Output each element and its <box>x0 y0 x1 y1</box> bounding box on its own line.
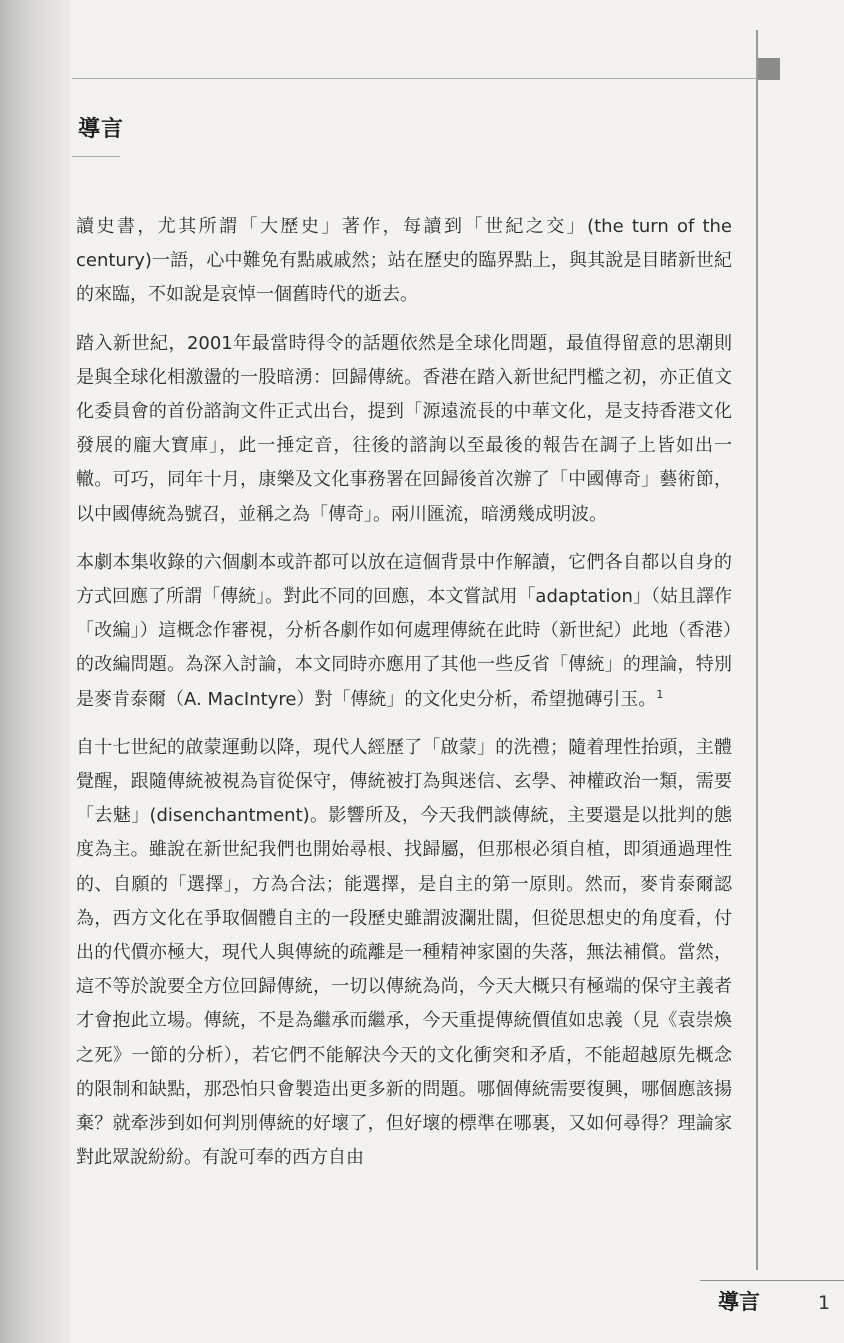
paragraph-3: 本劇本集收錄的六個劇本或許都可以放在這個背景中作解讀，它們各自都以自身的方式回應了所謂「傳統」。對此不同的回應，本文嘗試用「adaptation」（姑且譯作「改編」）這概念作審視，分析各劇作如何處理傳統在此時（新世紀）此地（香港）的改編問題。為深入討論，本文同時亦應用了其他一些反省「傳統」的理論，特別是麥肯泰爾（A. MacIntyre）對「傳統」的文化史分析，希望拋磚引玉。$^1$ <box>76 551 732 710</box>
paragraph-4: 自十七世紀的啟蒙運動以降，現代人經歷了「啟蒙」的洗禮；隨着理性抬頭，主體覺醒，跟隨傳統被視為盲從保守，傳統被打為與迷信、玄學、神權政治一類，需要「去魅」(disenchantment)。影響所及，今天我們談傳統，主要還是以批判的態度為主。雖說在新世紀我們也開始尋根、找歸屬，但那根必須自植，即須通過理性的、自願的「選擇」，方為合法；能選擇，是自主的第一原則。然而，麥肯泰爾認為，西方文化在爭取個體自主的一段歷史雖謂波瀾壯闊，但從思想史的角度看，付出的代價亦極大，現代人與傳統的疏離是一種精神家園的失落，無法補償。當然，這不等於說要全方位回歸傳統，一切以傳統為尚，今天大概只有極端的保守主義者才會抱此立場。傳統，不是為繼承而繼承，今天重提傳統價值如忠義（見《袁崇煥之死》一節的分析），若它們不能解決今天的文化衝突和矛盾，不能超越原先概念的限制和缺點，那恐怕只會製造出更多新的問題。哪個傳統需要復興，哪個應該揚棄？就牽涉到如何判別傳統的好壞了，但好壞的標準在哪裏，又如何尋得？理論家對此眾說紛紛。有說可奉的西方自由 <box>76 736 732 1169</box>
chapter-tab-marker <box>758 58 780 80</box>
margin-line <box>756 30 758 1270</box>
page-title: 導言 <box>78 117 125 142</box>
footer-rule <box>700 1280 844 1281</box>
body-text <box>76 210 732 1189</box>
paragraph-2: 踏入新世紀，2001年最當時得令的話題依然是全球化問題，最值得留意的思潮則是與全球化相激盪的一股暗湧：回歸傳統。香港在踏入新世紀門檻之初，亦正值文化委員會的首份諮詢文件正式出台，提到「源遠流長的中華文化，是支持香港文化發展的龐大寶庫」，此一捶定音，往後的諮詢以至最後的報告在調子上皆如出一轍。可巧，同年十月，康樂及文化事務署在回歸後首次辦了「中國傳奇」藝術節，以中國傳統為號召，並稱之為「傳奇」。兩川匯流，暗湧幾成明波。 <box>76 332 732 525</box>
page-number: 1 <box>818 1292 831 1314</box>
title-underline <box>72 156 120 157</box>
paragraph-1: 讀史書，尤其所謂「大歷史」著作，每讀到「世紀之交」(the turn of the century)一語，心中難免有點戚戚然；站在歷史的臨界點上，與其說是目睹新世紀的來臨，不如說是哀悼一個舊時代的逝去。 <box>76 216 732 306</box>
running-footer-title: 導言 <box>718 1290 760 1314</box>
footnote-marker[interactable]: 1 <box>656 687 664 701</box>
page-gutter-shadow <box>0 0 70 1343</box>
header-rule <box>72 78 760 79</box>
